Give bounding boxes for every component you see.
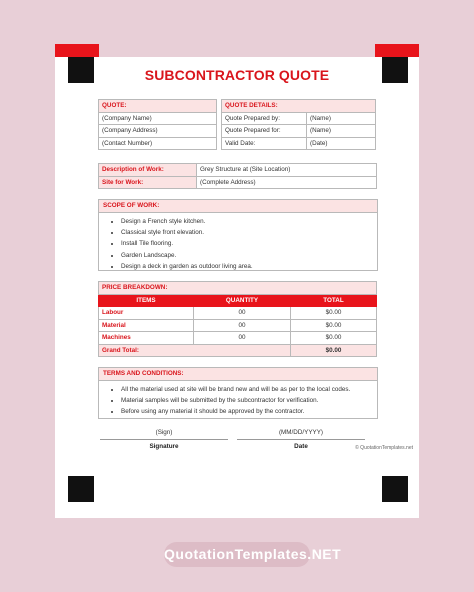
corner-square-top-left: [68, 57, 94, 83]
signature-field[interactable]: (Sign): [155, 429, 173, 436]
date-field[interactable]: (MM/DD/YYYY): [278, 429, 324, 436]
scope-item: • Design a French style kitchen.: [121, 216, 377, 227]
scope-header: SCOPE OF WORK:: [99, 200, 377, 213]
quote-details-table: [221, 99, 376, 150]
valid-date-field[interactable]: (Date): [307, 137, 376, 150]
brand-logo: QuotationTemplates.NET: [164, 542, 310, 567]
table-row: [99, 307, 377, 320]
item-quantity[interactable]: 00: [194, 307, 291, 320]
quote-document: [55, 57, 419, 518]
prepared-by-label: Quote Prepared by:: [222, 112, 307, 125]
item-total[interactable]: $0.00: [291, 332, 377, 345]
terms-section: [98, 367, 378, 419]
scope-item: • Install Tile flooring.: [121, 238, 377, 249]
price-breakdown-table: [98, 281, 377, 357]
description-field[interactable]: Grey Structure at (Site Location): [197, 164, 377, 177]
site-label: Site for Work:: [99, 176, 197, 189]
terms-item: • All the material used at site will be brand new and will be as per to the local codes.: [121, 384, 377, 395]
prepared-for-label: Quote Prepared for:: [222, 125, 307, 138]
quote-details-header: QUOTE DETAILS:: [222, 100, 376, 113]
table-row: [99, 332, 377, 345]
terms-item: • Before using any material it should be approved by the contractor.: [121, 406, 377, 417]
prepared-by-field[interactable]: (Name): [307, 112, 376, 125]
corner-square-bottom-left: [68, 476, 94, 502]
quote-info-table: [98, 99, 217, 150]
grand-total-value: $0.00: [291, 344, 377, 357]
item-name: Machines: [99, 332, 194, 345]
item-name: Material: [99, 319, 194, 332]
document-title: SUBCONTRACTOR QUOTE: [144, 67, 330, 83]
scope-item: • Garden Landscape.: [121, 250, 377, 261]
signature-label: Signature: [149, 443, 179, 450]
quote-header: QUOTE:: [99, 100, 217, 113]
date-label: Date: [294, 443, 308, 450]
valid-date-label: Valid Date:: [222, 137, 307, 150]
terms-item: • Material samples will be submitted by the subcontractor for verification.: [121, 395, 377, 406]
table-row: [99, 319, 377, 332]
column-header-quantity: QUANTITY: [194, 294, 291, 307]
item-quantity[interactable]: 00: [194, 319, 291, 332]
scope-item: • Design a deck in garden as outdoor living area.: [121, 261, 377, 272]
item-quantity[interactable]: 00: [194, 332, 291, 345]
scope-item: • Classical style front elevation.: [121, 227, 377, 238]
scope-of-work-section: [98, 199, 378, 271]
item-name: Labour: [99, 307, 194, 320]
site-field[interactable]: (Complete Address): [197, 176, 377, 189]
scope-list: [99, 216, 377, 272]
signature-line: [100, 439, 228, 440]
corner-square-top-right: [382, 57, 408, 83]
company-name-field[interactable]: (Company Name): [99, 112, 217, 125]
copyright-credit: © QuotationTemplates.net: [355, 445, 413, 451]
company-address-field[interactable]: (Company Address): [99, 125, 217, 138]
terms-list: [99, 384, 377, 418]
price-header: PRICE BREAKDOWN:: [99, 282, 377, 295]
column-header-total: TOTAL: [291, 294, 377, 307]
corner-square-bottom-right: [382, 476, 408, 502]
item-total[interactable]: $0.00: [291, 307, 377, 320]
work-table: [98, 163, 377, 189]
contact-number-field[interactable]: (Contact Number): [99, 137, 217, 150]
date-line: [237, 439, 365, 440]
description-label: Description of Work:: [99, 164, 197, 177]
terms-header: TERMS AND CONDITIONS:: [99, 368, 377, 381]
item-total[interactable]: $0.00: [291, 319, 377, 332]
grand-total-label: Grand Total:: [99, 344, 291, 357]
column-header-items: ITEMS: [99, 294, 194, 307]
prepared-for-field[interactable]: (Name): [307, 125, 376, 138]
